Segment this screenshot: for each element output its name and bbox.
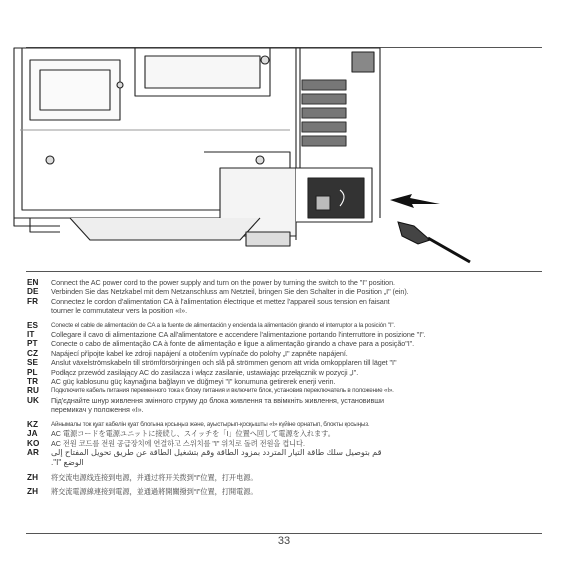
instruction-row-cz (27, 349, 542, 358)
language-code: RU (27, 386, 40, 396)
language-code: SE (27, 358, 39, 368)
instruction-text: AC 전원 코드를 전원 공급장치에 연결하고 스위치를 "I" 위치로 돌려 전원을 켭니다. (51, 438, 305, 448)
instruction-text: Conecte el cable de alimentación de CA a la fuente de alimentación y encienda la alimentación girando el interruptor a la posición "I". (51, 321, 395, 329)
instruction-text: Verbinden Sie das Netzkabel mit dem Netzanschluss am Netzteil, bringen Sie den Schalter in die Position „I" (ein). (51, 287, 409, 297)
language-code: AR (27, 447, 40, 457)
language-code: PL (27, 367, 38, 377)
language-code: IT (27, 330, 35, 340)
language-code: TR (27, 377, 39, 387)
instruction-text: Podłącz przewód zasilający AC do zasilacza i włącz zasilanie, ustawiając przełącznik w pozycji „I". (51, 367, 359, 377)
language-code: CZ (27, 348, 39, 358)
instruction-row-es (27, 321, 542, 330)
instruction-row-uk (27, 396, 542, 415)
instruction-text: Conecte o cabo de alimentação CA à fonte de alimentação e ligue a alimentação girando a chave para a posição"I". (51, 339, 415, 349)
instruction-text: Під'єднайте шнур живлення змінного струму до блока живлення та ввімкніть живлення, установивши перемикач у положення «I». (51, 395, 384, 415)
instruction-text: AC güç kablosunu güç kaynağına bağlayın ve düğmeyi "I" konumuna getirerek enerji verin. (51, 377, 336, 387)
instruction-row-ar (27, 448, 542, 468)
instruction-text: Napájecí přípojte kabel ke zdroji napájení a otočením vypínače do polohy „I" zapněte napájení. (51, 348, 348, 358)
instruction-text: 將交流電源線連接到電源，並通過將開關撥到“I”位置，打開電源。 (51, 487, 258, 497)
page-number: 33 (277, 535, 291, 547)
instruction-text: Подключите кабель питания переменного тока к блоку питания и включите блок, установив переключатель в положение «I». (51, 387, 394, 395)
instruction-row-ja (27, 429, 542, 438)
language-code: FR (27, 296, 39, 306)
pc-case-illustration (0, 0, 568, 272)
instruction-text: 将交流电源线连接到电源，并通过将开关拨到“I”位置，打开电源。 (51, 472, 258, 482)
instruction-row-ru (27, 386, 542, 395)
instruction-text: AC 電源コードを電源ユニットに接続し、スイッチを「I」位置へ回して電源を入れます。 (51, 429, 335, 439)
instruction-text: Айнымалы ток қуат кабелін қуат блогына қосыңыз және, ауыстырып-қосқышты «I» күйіне орнатып, блокты қосыңыз. (51, 420, 370, 428)
instruction-row-it (27, 330, 542, 339)
instruction-row-fr (27, 297, 542, 316)
language-code: DE (27, 287, 39, 297)
instruction-text: Connectez le cordon d'alimentation CA à l'alimentation électrique et mettez l'appareil sous tension en faisant tourner le commutateur vers la position «I». (51, 296, 390, 316)
instruction-text: قم بتوصيل سلك طاقة التيار المتردد بمزود الطاقة وقم بتشغيل الطاقة عن طريق تحويل المفتاح إلى الوضع "I". (51, 447, 382, 467)
insert-arrow-icon (390, 194, 440, 208)
instruction-row-zh-traditional (27, 487, 542, 496)
instruction-text: Connect the AC power cord to the power supply and turn on the power by turning the switch to the "I" position. (51, 278, 396, 287)
bottom-rule (26, 533, 542, 534)
language-code: JA (27, 429, 38, 439)
instruction-row-pl (27, 368, 542, 377)
instruction-row-tr (27, 377, 542, 386)
middle-rule (26, 271, 542, 272)
instruction-row-en (27, 278, 542, 287)
instruction-row-pt (27, 339, 542, 348)
instruction-row-ko (27, 439, 542, 448)
language-code: ZH (27, 487, 39, 497)
instruction-row-kz (27, 420, 542, 429)
language-code: ES (27, 320, 39, 330)
instruction-text: Collegare il cavo di alimentazione CA all'alimentatore e accendere l'alimentazione portando l'interruttore in posizione "I". (51, 330, 426, 340)
language-code: KO (27, 438, 40, 448)
instruction-row-se (27, 358, 542, 367)
language-code: EN (27, 278, 39, 287)
language-code: UK (27, 395, 40, 405)
instruction-row-zh-simplified (27, 473, 542, 482)
multilingual-instructions (27, 278, 542, 497)
instruction-row-de (27, 287, 542, 296)
instruction-text: Anslut växelströmskabeln till strömförsörjningen och slå på strömmen genom att vrida omkopplaren till läget "I" (51, 358, 397, 368)
language-code: KZ (27, 419, 39, 429)
language-code: PT (27, 339, 38, 349)
power-cord-icon (398, 222, 470, 262)
language-code: ZH (27, 472, 39, 482)
